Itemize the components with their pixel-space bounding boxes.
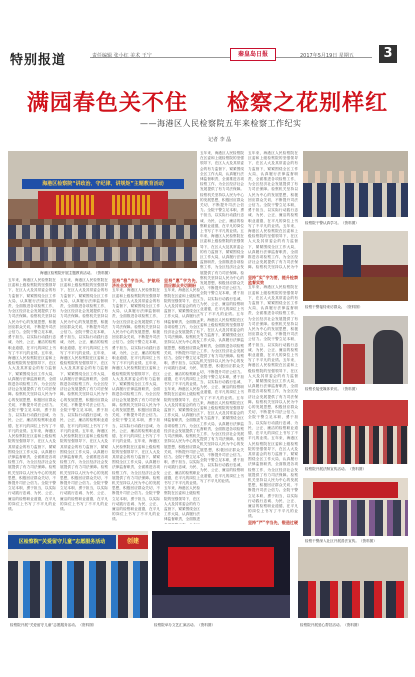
reception-photo (303, 231, 408, 301)
caption: 海港区检察院开展主题教育活动。（资料图） (40, 271, 112, 275)
caption: 检察院开展“关爱留守儿童”志愿服务活动。（资料图） (10, 623, 97, 627)
page-number: 3 (379, 45, 397, 63)
article-body: 坚持“实”字为要，提升检察监督实效 五年来，海港区人民检察院在区委和上级检察院的坚强领导下，在区人大及其常委会的有力监督下，紧紧围绕全区工作大局，认真履行法律监督职责，全面推进各项检察工作，为全区经济社会发展提供了有力司法保障。检察机关坚持以人民为中心的发展思想，积极回应群众关切，不断提升司法公信力。全院干警立足本职，勇于担当，以实际行动践行忠诚、为民、公正、廉洁的检察职业道德，在平凡的岗位上书写了不平凡的业绩。五年来，海港区人民检察院在区委和上级检察院的坚强领导下，在区人大及其常委会的有力监督下，紧紧围绕全区工作大局，认真履行法律监督职责，全面推进各项检察工作，为全区经济社会发展提供了有力司法保障。检察机关坚持以人民为中心的发展思想，积极回应群众关切，不断提升司法公信力。全院干警立足本职，勇于担当，以实际行动践行忠诚、为民、公正、廉洁的检察职业道德，在平凡的岗位上书写了不平凡的业绩。五年来，海港区人民检察院在区委和上级检察院的坚强领导下，在区人大及其常委会的有力监督下，紧紧围绕全区工作大局，认真履行法律监督职责，全面推进各项检察工作，为全区经济社会发展提供了有力司法保障。检察机关坚持以人民为中心的发展思想，积极回应群众关切，不断提升司法公信力。全院干警立足本职，勇于担当，以实际行动践行忠诚、为民、公正、廉洁的检察职业道德，在平凡的岗位上书写了不平凡的业绩。 坚持“严”字当先，锻造过硬 (248, 275, 298, 525)
headline-left: 满园春色关不住 (26, 90, 188, 116)
article-body: 五年来，海港区人民检察院在区委和上级检察院的坚强领导下，在区人大及其常委会的有力监督下，紧紧围绕全区工作大局，认真履行法律监督职责，全面推进各项检察工作，为全区经济社会发展提供了有力司法保障。检察机关坚持以人民为中心的发展思想，积极回应群众关切，不断提升司法公信力。全院干警立足本职，勇于担当，以实际行动践行忠诚、为民、公正、廉洁的检察职业道德，在平凡的岗位上书写了不平凡的业绩。五年来，海港区人民检察院在区委和上级检察院的坚强领导下，在区人大及其常委会的有力监督下，紧紧围绕全区工作大局，认真履行法律监督职责，全面推进各项检察工作，为全区经济社会发展提供了有力司法保障。检察机关坚持以人民为中心的发展思想，积极回应群众关切，不断提升司法公信力。全院干警立足本职，勇于担当，以实际行动践行忠诚、为民、公正、廉洁的检察职业道德，在平凡的岗位上书写了不平凡的业绩。五年来，海港区人民检察院在区委和上级检察院的坚强领导下，在区人大及其常委会的有力监督下，紧紧围绕全区工作大局，认真履行法律监督职责，全面推进各项检察工作，为全区经济社会发展提供了有力司法保障。检察机关坚持以人民为中心的发展思想，积极回应群众关切，不断提升司法公信力。全院干警立足本职，勇于担当，以实际行动践行忠诚、为民、公正、廉洁的检察职业道德，在平凡的岗位上书写了不平凡的业绩。 (60, 278, 108, 511)
byline: 记者 李 晶 (208, 137, 232, 143)
meeting-photo (8, 151, 197, 268)
subhead: 坚持“严”字当先，锻造过硬 (248, 519, 298, 525)
subhead: 坚持“稳”字当头，护航经济社会发展 (112, 278, 160, 289)
newspaper-logo: 秦皇岛日报 (230, 48, 276, 61)
article-body: 坚持“稳”字当头，护航经济社会发展 五年来，海港区人民检察院在区委和上级检察院的坚强领导下，在区人大及其常委会的有力监督下，紧紧围绕全区工作大局，认真履行法律监督职责，全面推进各项检察工作，为全区经济社会发展提供了有力司法保障。检察机关坚持以人民为中心的发展思想，积极回应群众关切，不断提升司法公信力。全院干警立足本职，勇于担当，以实际行动践行忠诚、为民、公正、廉洁的检察职业道德，在平凡的岗位上书写了不平凡的业绩。五年来，海港区人民检察院在区委和上级检察院的坚强领导下，在区人大及其常委会的有力监督下，紧紧围绕全区工作大局，认真履行法律监督职责，全面推进各项检察工作，为全区经济社会发展提供了有力司法保障。检察机关坚持以人民为中心的发展思想，积极回应群众关切，不断提升司法公信力。全院干警立足本职，勇于担当，以实际行动践行忠诚、为民、公正、廉洁的检察职业道德，在平凡的岗位上书写了不平凡的业绩。五年来，海港区人民检察院在区委和上级检察院的坚强领导下，在区人大及其常委会的有力监督下，紧紧围绕全区工作大局，认真履行法律监督职责，全面推进各项检察工作，为全区经济社会发展提供了有力司法保障。检察机关坚持以人民为中心的发展思想，积极回应群众关切，不断提升司法公信力。全院干警立足本职，勇于担当，以实际行动践行忠诚、为民、公正、廉洁的检察职业道德，在平凡的岗位上书写了不平凡的业绩。 (112, 278, 160, 522)
caption: 检察院开展爱心帮扶活动。（资料图） (300, 623, 362, 627)
caption: 检察院举办文艺汇演活动。（资料图） (154, 623, 216, 627)
headline (0, 86, 415, 117)
subheadline: ——海港区人民检察院五年来检察工作纪实 (140, 119, 302, 128)
interview-photo (303, 316, 408, 384)
audience-photo (303, 400, 408, 464)
section-title: 特别报道 (10, 53, 67, 68)
stage-photo (152, 531, 290, 618)
editor-info: 责任编辑 张小红 美术 王宁 (92, 53, 152, 59)
subhead: 坚持“惠”字为先，回应群众关切期盼 (164, 278, 200, 289)
caption: 检察干警深入社区开展普法宣传。（资料图） (305, 539, 377, 543)
article-body: 五年来，海港区人民检察院在区委和上级检察院的坚强领导下，在区人大及其常委会的有力监督下，紧紧围绕全区工作大局，认真履行法律监督职责，全面推进各项检察工作，为全区经济社会发展提供了有力司法保障。检察机关坚持以人民为中心的发展思想，积极回应群众关切，不断提升司法公信力。全院干警立足本职，勇于担当，以实际行动践行忠诚、为民、公正、廉洁的检察职业道德，在平凡的岗位上书写了不平凡的业绩。五年来，海港区人民检察院在区委和上级检察院的坚强领导下，在区人大及其常委会的有力监督下，紧紧围绕全区工作大局，认真履行法律监督职责，全面推进各项检察工作，为全区经济社会发展提供了有力司法保障。检察机关坚持以人民为中心的发展思想，积极回应群众关切，不断提升司法公信力。全院干警立足本职，勇于担当，以实际行动践行忠诚、为民、公正、廉洁的检察职业道德，在平凡的岗位上书写了不平凡的业绩。五年来，海港区人民检察院在区委和上级检察院的坚强领导下，在区人大及其常委会的有力监督下，紧紧围绕全区工作大局，认真履行法律监督职责，全面推进各项检察工作，为全区经济社会发展提供了有力司法保障。检察机关坚持以人民为中心的发展思想，积极回应群众关切，不断提升司法公信力。全院干警立足本职，勇于担当，以实际行动践行忠诚、为民、公正、廉洁的检察职业道德，在平凡的岗位上书写了不平凡的业绩。 (8, 278, 56, 511)
caption: 检察院干警认真学习。（资料图） (305, 221, 359, 225)
article-body: 五年来，海港区人民检察院在区委和上级检察院的坚强领导下，在区人大及其常委会的有力监督下，紧紧围绕全区工作大局，认真履行法律监督职责，全面推进各项检察工作，为全区经济社会发展提供了有力司法保障。检察机关坚持以人民为中心的发展思想，积极回应群众关切，不断提升司法公信力。全院干警立足本职，勇于担当，以实际行动践行忠诚、为民、公正、廉洁的检察职业道德，在平凡的岗位上书写了不平凡的业绩。五年来，海港区人民检察院在区委和上级检察院的坚强领导下，在区人大及其常委会的有力监督下，紧紧围绕全区工作大局，认真履行法律监督职责，全面推进各项检察工作，为全区经济社会发展提供了有力司法保障。检察机关坚持以人民为中 (248, 151, 298, 270)
caption: 检察长接受媒体采访。（资料图） (305, 387, 359, 391)
meeting-banner: 海港区检察院“讲政治、守纪律、讲规矩”主题教育活动 (22, 179, 184, 189)
subhead: 坚持“实”字为要，提升检察监督实效 (248, 275, 298, 286)
outdoor-photo (303, 478, 408, 536)
officers-photo (303, 151, 408, 217)
headline-right: 检察之花别样红 (227, 90, 389, 116)
banner-photo (8, 531, 148, 618)
photo-banner-side: 创建 (118, 535, 148, 549)
issue-date: 2017年5月19日 星期五 (300, 53, 354, 59)
article-body: 坚持“惠”字为先，回应群众关切期盼 五年来，海港区人民检察院在区委和上级检察院的坚强领导下，在区人大及其常委会的有力监督下，紧紧围绕全区工作大局，认真履行法律监督职责，全面推进各项检察工作，为全区经济社会发展提供了有力司法保障。检察机关坚持以人民为中心的发展思想，积极回应群众关切，不断提升司法公信力。全院干警立足本职，勇于担当，以实际行动践行忠诚、为民、公正、廉洁的检察职业道德，在平凡的岗位上书写了不平凡的业绩。五年来，海港区人民检察院在区委和上级检察院的坚强领导下，在区人大及其常委会的有力监督下，紧紧围绕全区工作大局，认真履行法律监督职责，全面推进各项检察工作，为全区经济社会发展提供了有力司法保障。检察机关坚持以人民为中心的发展思想，积极回应群众关切，不断提升司法公信力。全院干警立足本职，勇于担当，以实际行动践行忠诚、为民、公正、廉洁的检察职业道德，在平凡的岗位上书写了不平凡的业绩。五年来，海港区人民检察院在区委和上级检察院的坚强领导下，在区人大及其常委会的有力监督下，紧紧围绕全区工作大局，认真履行法律监督职责，全面推进 (164, 278, 200, 522)
caption: 检察干警接待来访群众。（资料图） (305, 305, 363, 309)
award-photo (298, 547, 408, 618)
caption: 检察院开展法制宣传活动。（资料图） (305, 467, 367, 471)
article-body: 五年来，海港区人民检察院在区委和上级检察院的坚强领导下，在区人大及其常委会的有力监督下，紧紧围绕全区工作大局，认真履行法律监督职责，全面推进各项检察工作，为全区经济社会发展提供了有力司法保障。检察机关坚持以人民为中心的发展思想，积极回应群众关切，不断提升司法公信力。全院干警立足本职，勇于担当，以实际行动践行忠诚、为民、公正、廉洁的检察职业道德，在平凡的岗位上书写了不平凡的业绩。五年来，海港区人民检察院在区委和上级检察院的坚强领导下，在区人大及其常委会的有力监督下，紧紧围绕全区工作大局，认真履行法律监督职责，全面推进各项检察工作，为全区经济社会发展提供了有力司法保障。检察机关坚持以人民为中心的发展思想，积极回应群众关切，不断提升司法公信力。全院干警立足本职，勇于担当，以实际行动践行忠诚、为民、公正、廉洁的检察职业道德，在平凡的岗位上书写了不平凡的业绩。五年来，海港区人民检察院在区委和上级检察院的坚强领导下，在区人大及其常委会的有力监督下，紧紧围绕全区工作大局，认真履行法律监督职责，全面推进各项检察工作，为全区经济社会发展提供了有力司法保障。检察机关坚持以人民为中心的发展思想，积极回应群众关切，不断提升司法公信力。全院干警立足本职，勇于担当，以实际行动践行忠诚、为民、公正、廉洁的检察职业道德，在平凡的岗位上书写了不平凡的业绩。五年来，海港区人民检察院在区委和上级检察院的坚强领导下，在区人大及其常委会的有力监督下，紧紧围绕全区工作大局，认真履行法律监督职责，全面推进各项检察工作，为全区经济社会发展提供了有力司法保障。检察机关坚持以人民为中心的发展思想，积极回应群众关切，不断提升司法公信力。全院干警立足本职，勇于担当，以实际行动践行忠诚、为民、公正、廉洁的检察职业道德，在平凡的岗位上书写了不平凡的业绩。 (200, 151, 244, 483)
photo-banner: 区检察院“关爱留守儿童”志愿服务活动 (8, 535, 116, 549)
